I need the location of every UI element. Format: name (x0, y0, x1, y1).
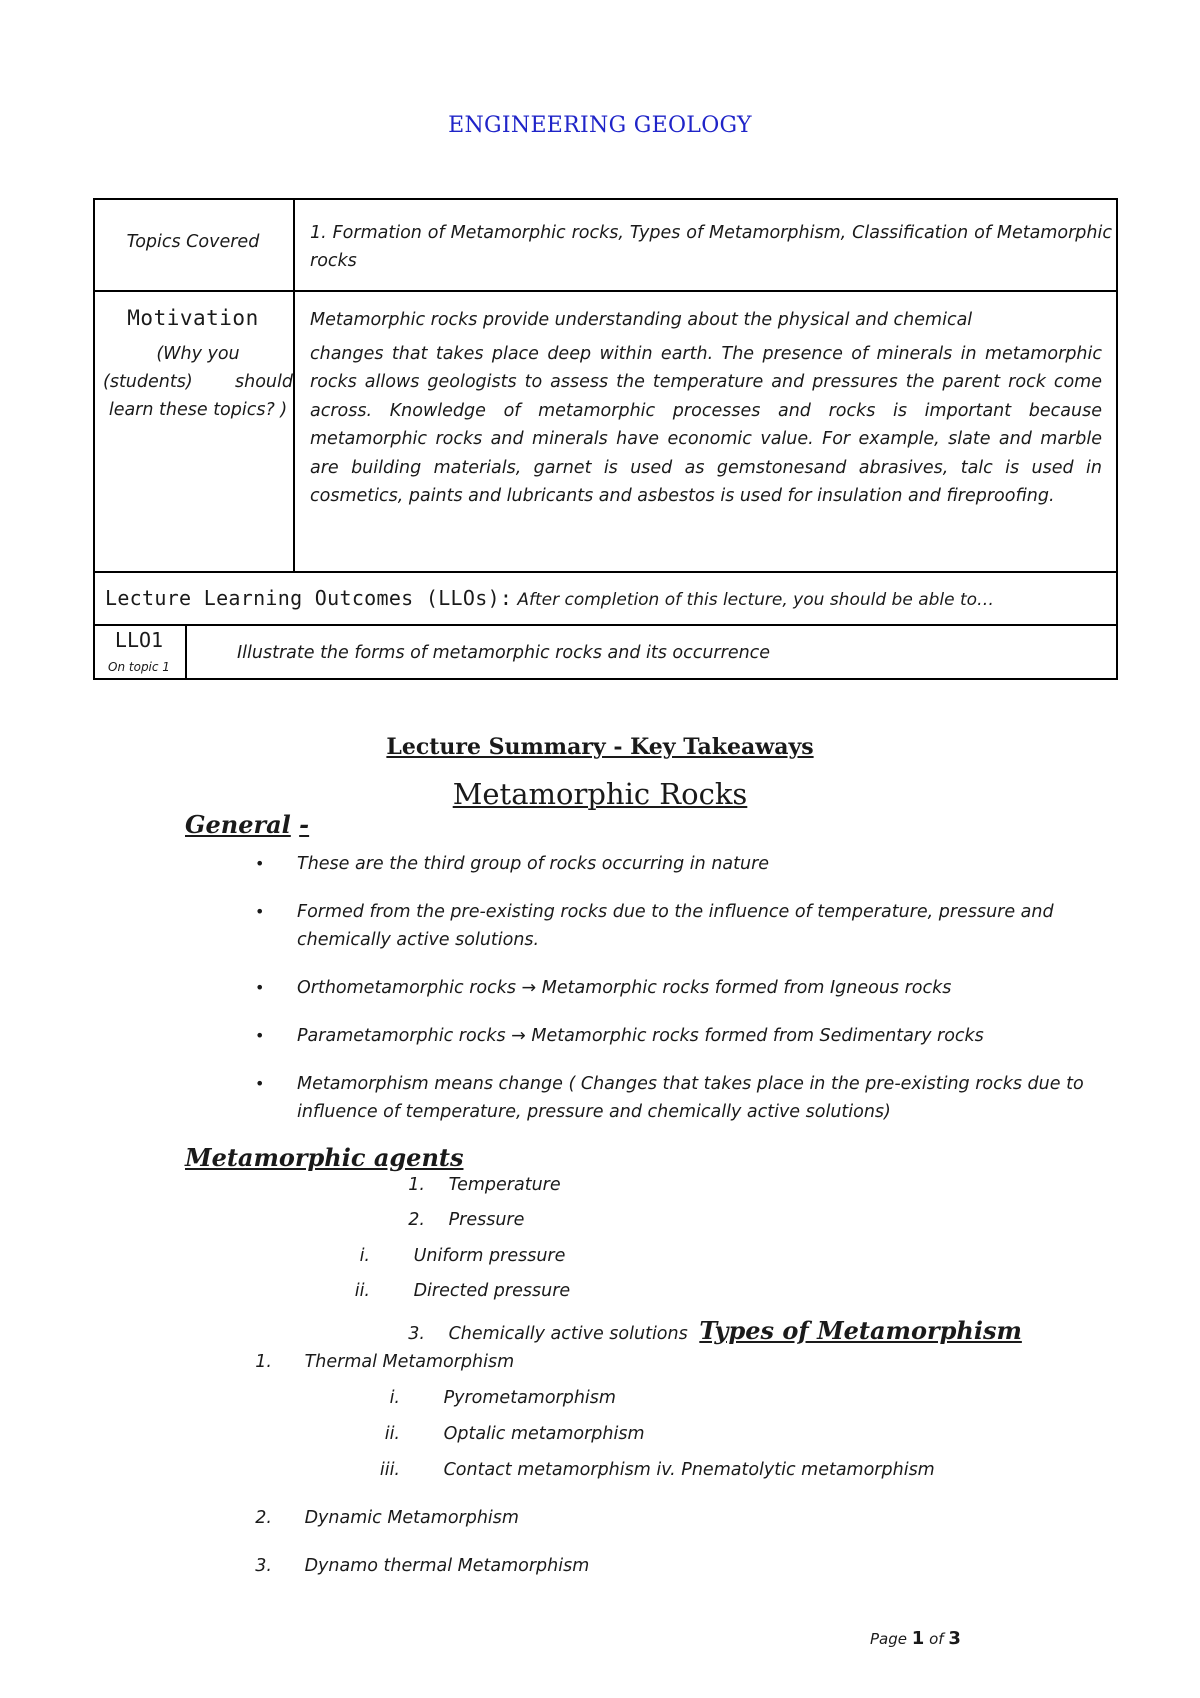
motivation-sub-line: (students) should (103, 372, 293, 392)
motivation-first-line: Metamorphic rocks provide understanding about the physical and chemical (310, 310, 973, 330)
bullet-item: • Formed from the pre-existing rocks due to the influence of temperature, pressure and chemically active solutions. (255, 898, 1085, 954)
document-title: ENGINEERING GEOLOGY (448, 113, 752, 138)
bullet-item: • These are the third group of rocks occurring in nature (255, 850, 1085, 878)
general-heading-text: General (185, 810, 291, 839)
general-heading-dash: - (299, 810, 310, 839)
motivation-sub-line: (Why you (156, 344, 240, 364)
llo1-divider (185, 624, 187, 680)
motivation-subtitle (103, 340, 293, 424)
type-subitem: i. Pyrometamorphism (389, 1388, 616, 1408)
motivation-body: changes that takes place deep within earth. The presence of minerals in metamorphic rocks allows geologists to assess the temperature and pressures the parent rock come across. Knowledge of metamorphic processes and rocks is important because metamorphic rocks and minerals have economic value. For example, slate and marble are building materials, garnet is used as gemstonesand abrasives, talc is used in cosmetics, paints and lubricants and asbestos is used for insulation and fireproofing. (310, 343, 1102, 506)
general-bullet-list (255, 850, 1085, 1146)
llo-intro: After completion of this lecture, you should be able to… (517, 590, 995, 610)
llo1-text: Illustrate the forms of metamorphic rocks and its occurrence (237, 643, 771, 663)
type-subitem: ii. Optalic metamorphism (384, 1424, 645, 1444)
summary-heading: Lecture Summary - Key Takeaways (386, 734, 814, 760)
type-item: 2. Dynamic Metamorphism (255, 1508, 519, 1528)
motivation-sub-line: learn these topics? ) (108, 400, 288, 420)
motivation-label: Motivation (127, 306, 259, 330)
table-divider-horizontal (93, 290, 1118, 292)
agent-subitem: ii. Directed pressure (354, 1281, 571, 1301)
type-item: 1. Thermal Metamorphism (255, 1352, 515, 1372)
agent-subitem: i. Uniform pressure (359, 1246, 566, 1266)
agent-item: 2. Pressure (408, 1210, 525, 1230)
llo-heading (105, 586, 994, 610)
table-divider-vertical (293, 198, 295, 573)
motivation-text (310, 306, 1102, 511)
general-heading (185, 810, 309, 839)
topics-covered-text: 1. Formation of Metamorphic rocks, Types of Metamorphism, Classification of Metamorphic rocks (310, 223, 1112, 271)
bullet-item: • Parametamorphic rocks → Metamorphic rocks formed from Sedimentary rocks (255, 1022, 1085, 1050)
type-subitem: iii. Contact metamorphism iv. Pnematolytic metamorphism (379, 1460, 935, 1480)
llo1-sublabel: On topic 1 (108, 660, 170, 674)
page-number: Page 1 of 3 (870, 1628, 961, 1649)
bullet-item: • Orthometamorphic rocks → Metamorphic rocks formed from Igneous rocks (255, 974, 1085, 1002)
bullet-item: • Metamorphism means change ( Changes that takes place in the pre-existing rocks due to influence of temperature, pressure and chemically active solutions) (255, 1070, 1085, 1126)
topics-covered-label: Topics Covered (126, 232, 260, 252)
agent-item: 1. Temperature (408, 1175, 561, 1195)
section-title: Metamorphic Rocks (452, 777, 748, 811)
types-heading: Types of Metamorphism (699, 1316, 1022, 1345)
agent-item: 3. Chemically active solutions Types of Metamorphism (408, 1316, 1022, 1345)
llo1-label: LLO1 (114, 628, 164, 652)
type-item: 3. Dynamo thermal Metamorphism (255, 1556, 590, 1576)
agents-heading: Metamorphic agents (185, 1143, 464, 1172)
llo-label: Lecture Learning Outcomes (LLOs): (105, 586, 513, 610)
